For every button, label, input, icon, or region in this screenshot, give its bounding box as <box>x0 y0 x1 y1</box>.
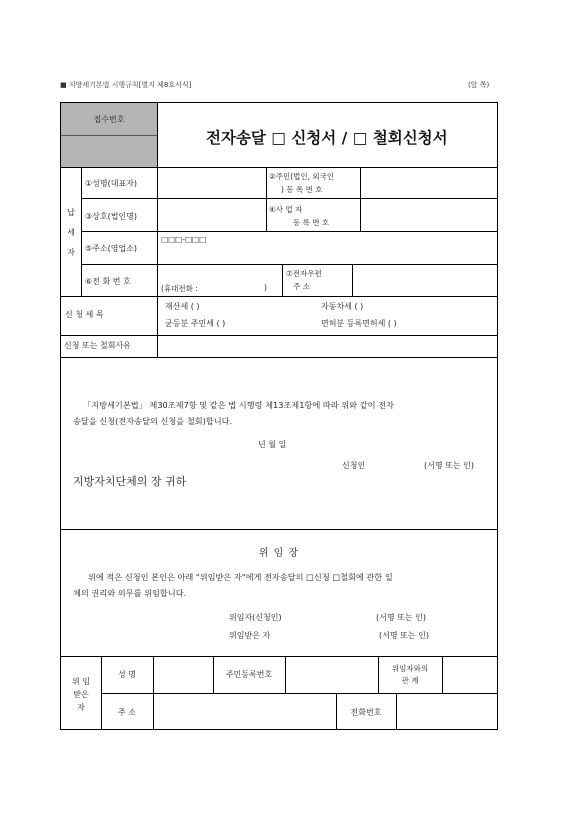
delegator-sign: (서명 또는 인) <box>376 613 426 622</box>
reason-field[interactable] <box>158 336 497 357</box>
name-label: ①성명(대표자) <box>85 179 138 188</box>
receipt-number-label: 접수번호 <box>93 115 125 124</box>
tax-items-label: 신 청 세 목 <box>65 310 104 319</box>
postal-code-placeholder: □□□-□□□ <box>161 235 207 244</box>
relation-field[interactable] <box>443 657 497 693</box>
taxpayer-label: 납 세 자 <box>67 208 75 257</box>
delegatee-resident-number-label: 주민등록번호 <box>225 670 273 679</box>
business-number-field[interactable] <box>361 199 497 231</box>
tax-license-option[interactable]: 면허분 등록면허세 ( ) <box>321 319 397 328</box>
email-label: ⑦전자우편 <box>286 269 322 278</box>
form-title: 전자송달 □ 신청서 / □ 철회신청서 <box>206 129 448 147</box>
delegatee-address-label: 주 소 <box>118 708 136 717</box>
resident-number-label: ②주민(법인, 외국인 <box>269 172 335 181</box>
email-field[interactable] <box>353 265 497 296</box>
delegatee-sign: (서명 또는 인) <box>379 631 429 640</box>
tax-resident-option[interactable]: 균등분 주민세 ( ) <box>165 319 226 328</box>
phone-label: ⑥전 화 번 호 <box>85 277 131 286</box>
resident-number-field[interactable] <box>361 167 497 198</box>
applicant-label: 신청인 <box>342 461 366 470</box>
date-line: 년 월 일 <box>258 440 287 449</box>
delegatee-label: 위임받은 자 <box>229 631 271 640</box>
tax-vehicle-option[interactable]: 자동차세 ( ) <box>321 302 364 311</box>
tax-property-option[interactable]: 재산세 ( ) <box>165 302 200 311</box>
applicant-sign: (서명 또는 인) <box>424 461 474 470</box>
delegatee-name-field[interactable] <box>154 657 213 693</box>
delegatee-address-field[interactable] <box>154 694 336 729</box>
delegation-title: 위 임 장 <box>258 548 300 559</box>
delegatee-resident-number-field[interactable] <box>286 657 378 693</box>
phone-field[interactable] <box>158 265 282 296</box>
address-field[interactable] <box>158 232 497 264</box>
delegatee-phone-field[interactable] <box>397 694 497 729</box>
trade-name-label: ③상호(법인명) <box>85 212 138 221</box>
addressee: 지방자치단체의 장 귀하 <box>73 475 187 488</box>
delegator-label: 위임자(신청인) <box>229 613 282 622</box>
delegatee-side-label: 위 임 받은 자 <box>72 677 90 712</box>
delegation-statement: 위에 적은 신청인 본인은 아래 "위임받은 자"에게 전자송달의 □신청 □철회에 관한 일 체의 권리와 의무를 위임합니다. <box>73 572 393 598</box>
name-field[interactable] <box>158 167 266 198</box>
form-reference: ■ 지방세기본법 시행규칙[별지 제8호서식] <box>60 81 192 89</box>
delegatee-phone-label: 전화번호 <box>350 708 382 717</box>
trade-name-field[interactable] <box>158 199 266 231</box>
application-statement: 「지방세기본법」 제30조제7항 및 같은 법 시행령 제13조제1항에 따라 위와 같이 전자 송달을 신청(전자송달의 신청을 철회)합니다. <box>73 400 394 426</box>
reason-label: 신청 또는 철회사유 <box>64 341 131 350</box>
page-side-label: (앞 쪽) <box>468 81 490 89</box>
delegatee-name-label: 성 명 <box>118 670 136 679</box>
application-form: 접수번호 전자송달 □ 신청서 / □ 철회신청서 납 세 자 ①성명(대표자) ②주민(법인, 외국인 ) 등 록 번 호 ③상호(법인명) ④사 업 자 등 록 번 호 ⑤주소(영업소) □□□-□□□ ⑥전 화 번 호 (휴대전화 : ) ⑦전자우편 주 소 신 청 세 목 재산세 ( ) 자동차세 ( ) 균등분 주민세 ( ) 면허분 등록면허세 ( ) 신청 또는 철회사유 「지방세기본법」 제30조제7항 및 같은 법 시행령 제13조제1항에 따라 위와 같이 전자 송달을 신청(전자송달의 신청을 철회)합니다. 년 월 일 신청인 (서명 또는 인) 지방자치단체의 장 귀하 위 임 장 위에 적은 신청인 본인은 아래 "위임받은 자"에게 전자송달의 □신청 □철회에 관한 일 체의 권리와 의무를 위임합니다. 위임자(신청인) (서명 또는 인) 위임받은 자 (서명 또는 인) 위 임 받은 자 성 명 주민등록번호 위임자와의 관 계 주 소 전화번호 <box>60 102 498 730</box>
relation-label: 위임자와의 관 계 <box>391 664 429 685</box>
address-label: ⑤주소(영업소) <box>85 244 138 253</box>
mobile-label: (휴대전화 : <box>161 284 198 293</box>
business-number-label: ④사 업 자 <box>269 205 303 214</box>
